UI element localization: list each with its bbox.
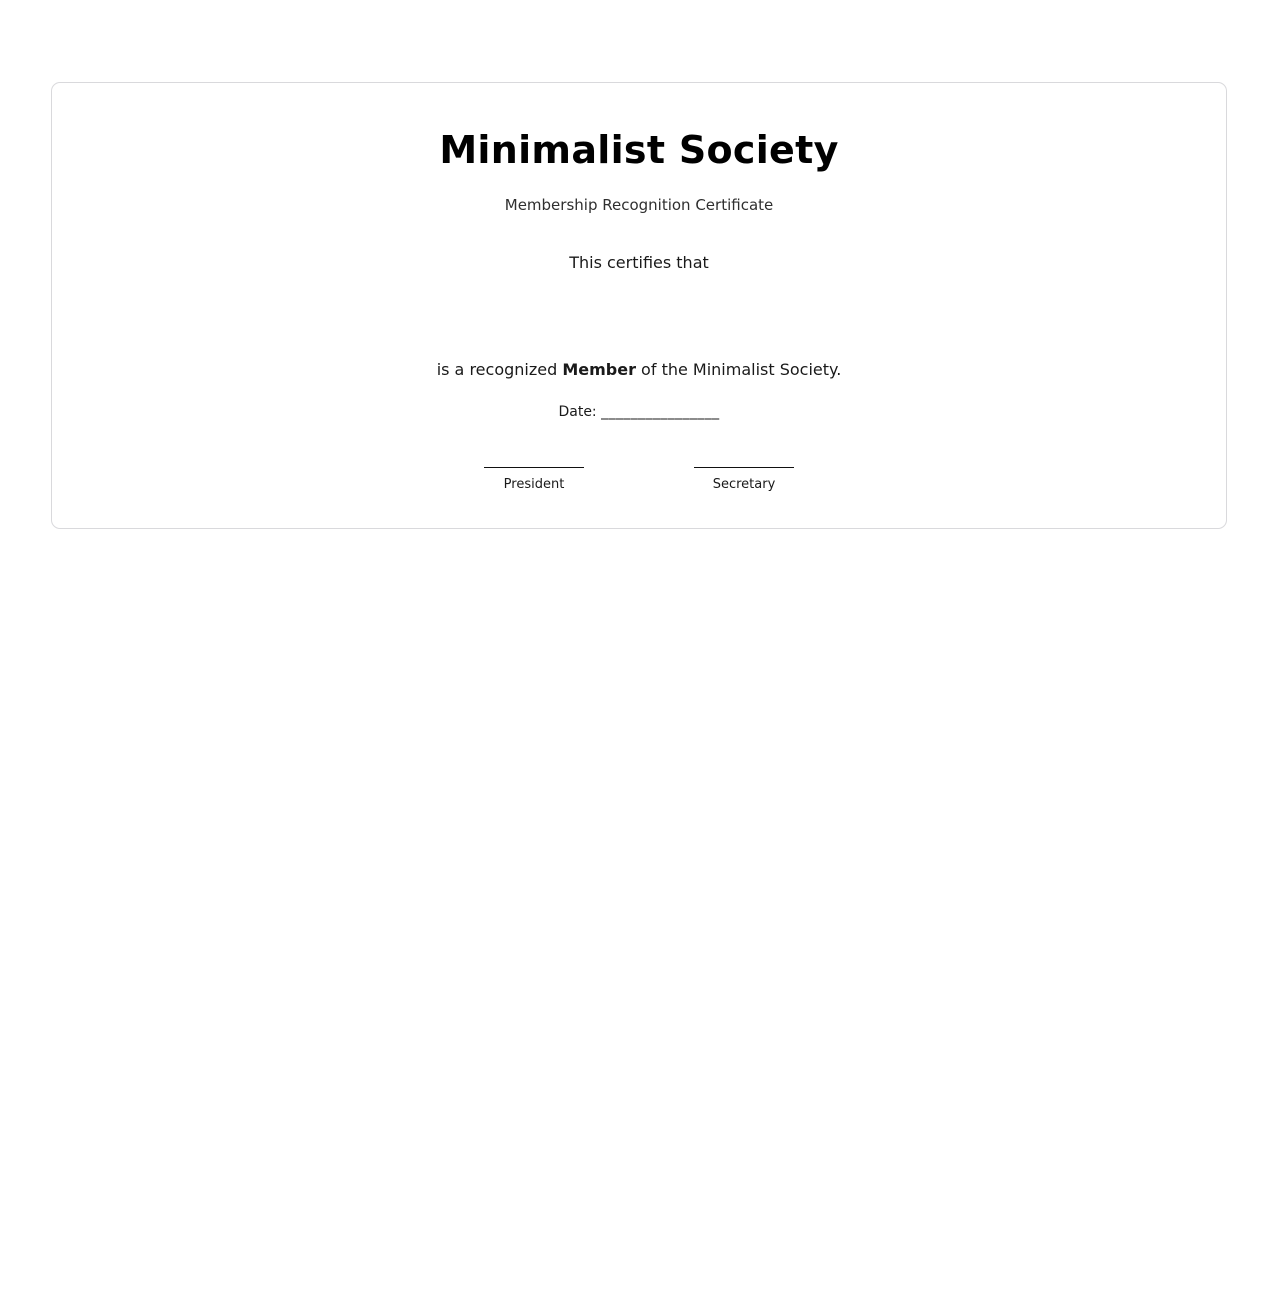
signature-row — [92, 467, 1186, 494]
signature-block-secretary — [694, 467, 794, 494]
president-signature-label: President — [503, 476, 565, 492]
membership-role: Member — [562, 359, 636, 379]
secretary-signature-label: Secretary — [712, 476, 776, 492]
signature-block-president — [484, 467, 584, 494]
date-label: Date: — [558, 403, 597, 420]
recipient-name — [92, 300, 1186, 334]
certifies-intro-text: This certifies that — [569, 253, 709, 273]
statement-suffix: of the Minimalist Society. — [635, 359, 842, 379]
certificate-card — [51, 82, 1227, 529]
certificate-date-line — [92, 403, 1186, 421]
secretary-signature-line[interactable] — [694, 467, 794, 468]
statement-prefix: is a recognized — [436, 359, 563, 379]
date-blank-rule[interactable]: ________________ — [601, 403, 720, 420]
certificate-subtitle: Membership Recognition Certificate — [504, 195, 774, 214]
page-title: Minimalist Society — [439, 128, 839, 172]
certificate-statement — [92, 360, 1186, 381]
president-signature-line[interactable] — [484, 467, 584, 468]
